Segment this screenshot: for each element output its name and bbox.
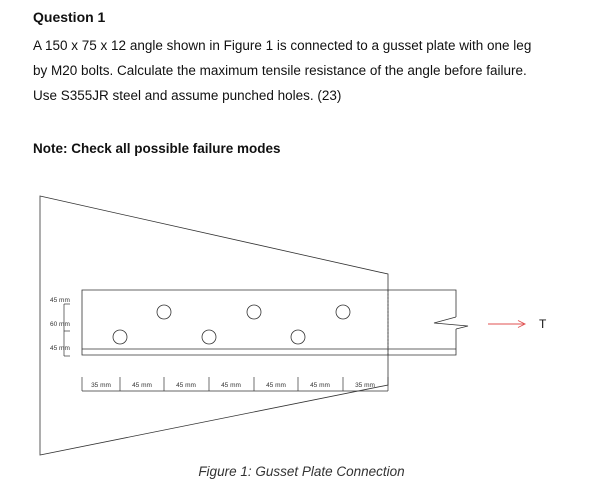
bolt-hole	[247, 305, 261, 319]
bolt-hole	[157, 305, 171, 319]
angle-section	[82, 290, 456, 355]
bolt-hole	[202, 330, 216, 344]
horizontal-dim-label: 35 mm	[355, 382, 375, 389]
question-line-3: Use S355JR steel and assume punched holes. (23)	[33, 88, 342, 103]
break-symbol	[434, 317, 468, 329]
bolt-hole	[113, 330, 127, 344]
force-label: T	[539, 317, 547, 331]
horizontal-dim-label: 45 mm	[310, 382, 330, 389]
vertical-dim-label: 60 mm	[50, 321, 70, 328]
note-text: Note: Check all possible failure modes	[33, 141, 281, 156]
vertical-dim-label: 45 mm	[50, 345, 70, 352]
horizontal-dim-label: 45 mm	[132, 382, 152, 389]
horizontal-dim-label: 35 mm	[91, 382, 111, 389]
bolt-hole	[291, 330, 305, 344]
bolt-hole	[336, 305, 350, 319]
question-line-2: by M20 bolts. Calculate the maximum tensile resistance of the angle before failure.	[33, 63, 527, 78]
horizontal-dim-label: 45 mm	[221, 382, 241, 389]
question-line-1: A 150 x 75 x 12 angle shown in Figure 1 is connected to a gusset plate with one leg	[33, 38, 532, 53]
bolt-holes	[113, 305, 350, 344]
question-heading: Question 1	[33, 9, 106, 25]
gusset-plate	[40, 196, 388, 455]
vertical-dim-label: 45 mm	[50, 297, 70, 304]
figure-caption: Figure 1: Gusset Plate Connection	[198, 464, 405, 479]
horizontal-dim-label: 45 mm	[176, 382, 196, 389]
horizontal-dim-label: 45 mm	[266, 382, 286, 389]
